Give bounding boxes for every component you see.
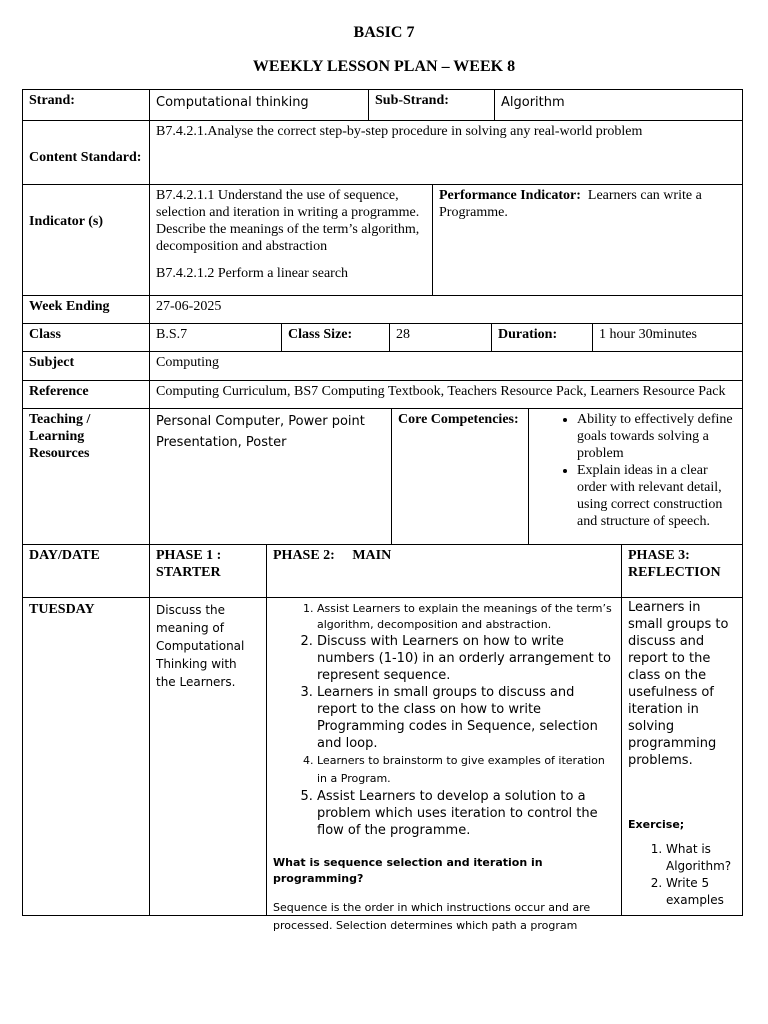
day-date-header: DAY/DATE <box>22 544 150 598</box>
strand-value: Computational thinking <box>149 89 369 121</box>
exercise-label: Exercise; <box>628 818 685 831</box>
subject-label: Subject <box>22 351 150 381</box>
exercise-item: 1. What is Algorithm? <box>666 841 736 875</box>
class-size-label: Class Size: <box>281 323 390 352</box>
subject-value: Computing <box>149 351 743 381</box>
performance-indicator-value: Learners can write a Programme. <box>439 188 702 220</box>
duration-value: 1 hour 30minutes <box>592 323 743 352</box>
main-question: What is sequence selection and iteration in programming? <box>273 856 543 885</box>
indicator-text-2: B7.4.2.1.2 Perform a linear search <box>156 266 349 281</box>
week-ending-label: Week Ending <box>22 295 150 324</box>
duration-label: Duration: <box>491 323 593 352</box>
phase1-header: PHASE 1 : STARTER <box>149 544 267 598</box>
main-activity-item: 2. Discuss with Learners on how to write numbers (1-10) in an orderly arrangement to represent sequence. <box>317 633 615 684</box>
reference-label: Reference <box>22 380 150 409</box>
indicator-cell <box>149 184 433 296</box>
exercise-item: 2. Write 5 examples <box>666 875 736 909</box>
content-standard-value: B7.4.2.1.Analyse the correct step-by-step procedure in solving any real-world problem <box>149 120 743 185</box>
day-tuesday: TUESDAY <box>22 597 150 916</box>
reference-value: Computing Curriculum, BS7 Computing Textbook, Teachers Resource Pack, Learners Resource Pack <box>149 380 743 409</box>
main-activity-item: 3. Learners in small groups to discuss and report to the class on how to write Programming codes in Sequence, selection and loop. <box>317 684 615 752</box>
main-answer: Sequence is the order in which instructions occur and are processed. Selection determines which path a program <box>273 901 591 932</box>
sub-strand-label: Sub-Strand: <box>368 89 495 121</box>
strand-label: Strand: <box>22 89 150 121</box>
page-subtitle: WEEKLY LESSON PLAN – WEEK 8 <box>252 58 516 75</box>
indicator-label: Indicator (s) <box>22 184 150 296</box>
resources-value: Personal Computer, Power point Presentation, Poster <box>149 408 392 545</box>
main-activity-item: 1. Assist Learners to explain the meanings of the term’s algorithm, decomposition and abstraction. <box>317 601 615 633</box>
reflection-cell <box>621 597 743 916</box>
core-competency-item: • Explain ideas in a clear order with relevant detail, using correct construction and structure of speech. <box>577 462 736 530</box>
resources-label: Teaching / Learning Resources <box>22 408 150 545</box>
page-title: BASIC 7 <box>353 24 415 41</box>
indicator-text-1: B7.4.2.1.1 Understand the use of sequence, selection and iteration in writing a programme. Describe the meanings of the term’s algorithm, decomposition and abstraction <box>156 188 420 254</box>
core-competencies-cell <box>528 408 743 545</box>
lesson-plan-table <box>22 89 743 932</box>
core-competencies-label: Core Competencies: <box>391 408 529 545</box>
class-value: B.S.7 <box>149 323 282 352</box>
week-ending-value: 27-06-2025 <box>149 295 743 324</box>
performance-indicator-label: Performance Indicator: <box>439 188 581 203</box>
class-label: Class <box>22 323 150 352</box>
reflection-text: Learners in small groups to discuss and report to the class on the usefulness of iteration in solving programming problems. <box>628 600 729 768</box>
main-activities-list <box>273 601 615 839</box>
exercise-list <box>628 841 736 909</box>
performance-indicator-cell <box>432 184 743 296</box>
core-competencies-list <box>531 411 736 530</box>
core-competency-item: • Ability to effectively define goals towards solving a problem <box>577 411 736 462</box>
content-standard-label: Content Standard: <box>22 120 150 185</box>
main-activity-item: 4. Learners to brainstorm to give examples of iteration in a Program. <box>317 752 615 788</box>
phase3-header: PHASE 3: REFLECTION <box>621 544 743 598</box>
starter-activity: Discuss the meaning of Computational Thinking with the Learners. <box>149 597 267 916</box>
phase2-header: PHASE 2: MAIN <box>266 544 622 598</box>
main-activities-cell <box>266 597 622 932</box>
sub-strand-value: Algorithm <box>494 89 743 121</box>
main-activity-item: 5. Assist Learners to develop a solution to a problem which uses iteration to control the flow of the programme. <box>317 788 615 839</box>
class-size-value: 28 <box>389 323 492 352</box>
